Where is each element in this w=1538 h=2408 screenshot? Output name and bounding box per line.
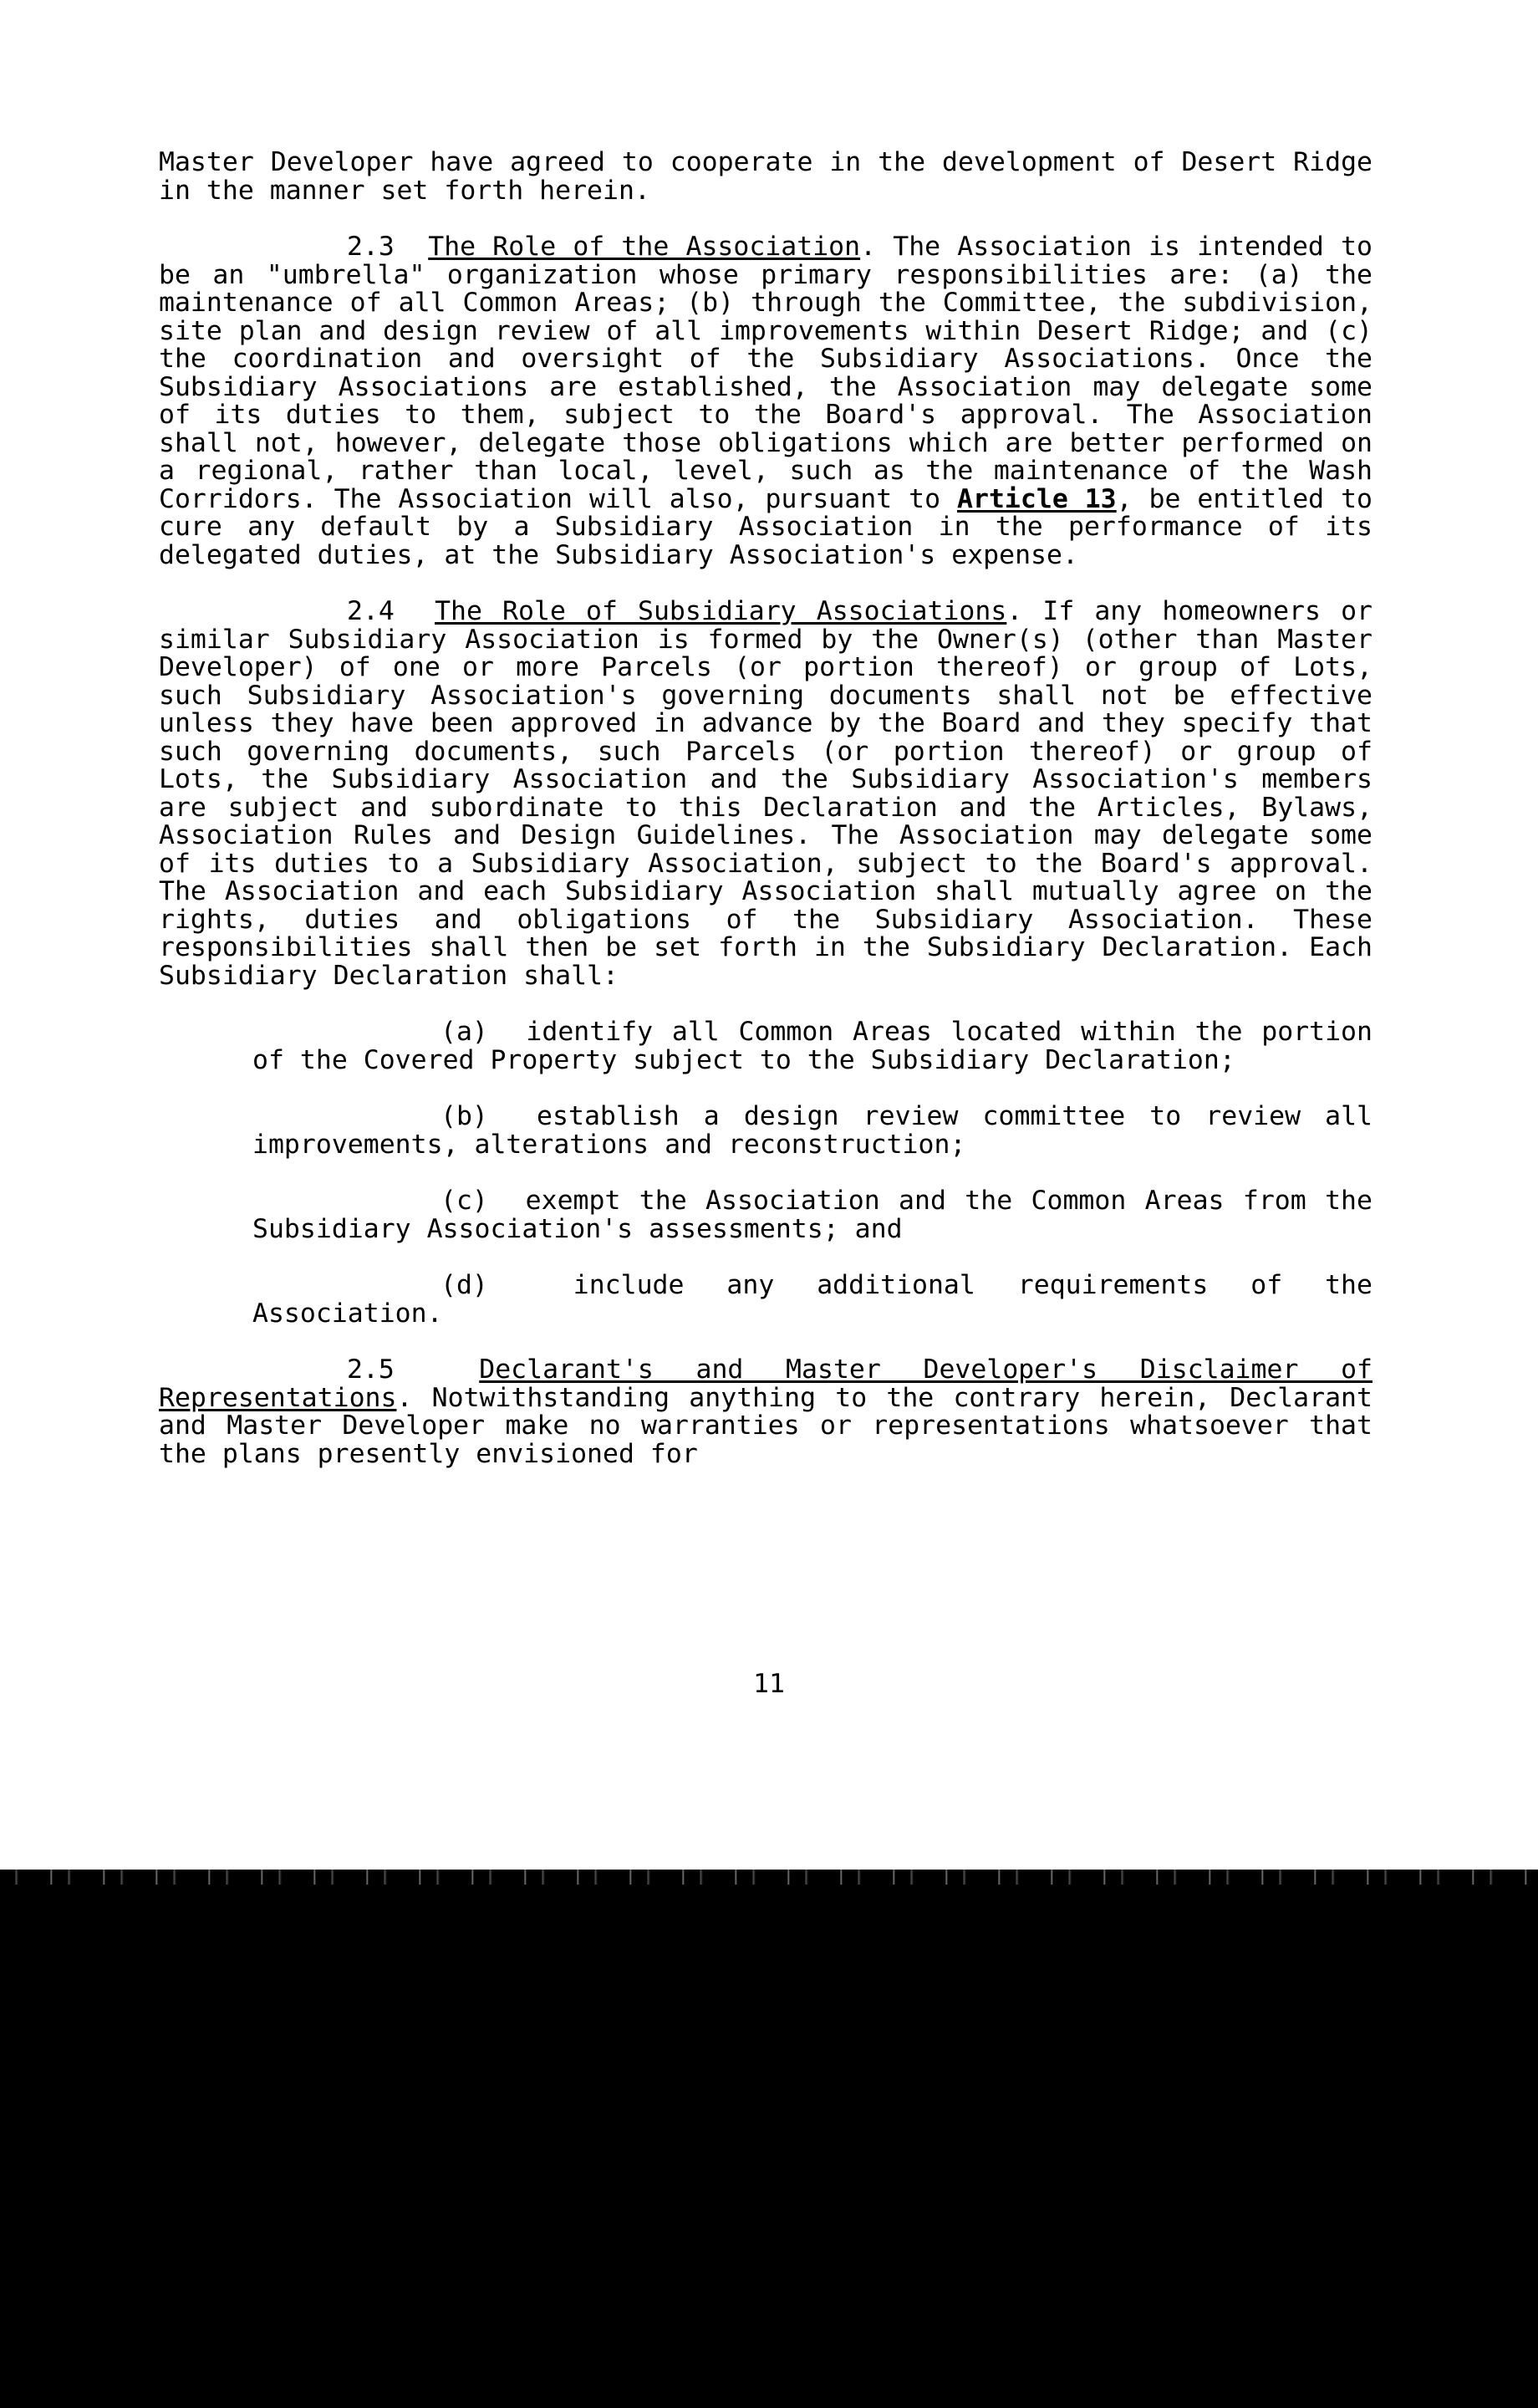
section-body: . If any homeowners or similar Subsidiary Association is formed by the Owner(s) (other than Master Developer) of one or more Parcels (or portion thereof) or group of Lots, such Subsidiary Association's governing documents shall not be effective unless they have been approved in advance by the Board and they specify that such governing documents, such Parcels (or portion thereof) or group of Lots, the Subsidiary Association and the Subsidiary Association's members are subject and subordinate to this Declaration and the Articles, Bylaws, Association Rules and Design Guidelines. The Association may delegate some of its duties to a Subsidiary Association, subject to the Board's approval. The Association and each Subsidiary Association shall mutually agree on the rights, duties and obligations of the Subsidiary Association. These responsibilities shall then be set forth in the Subsidiary Declaration. Each Subsidiary Declaration shall: xyxy=(159,596,1372,991)
page-number: 11 xyxy=(753,1669,785,1699)
section-number: 2.4 xyxy=(347,596,395,626)
list-item xyxy=(252,1187,1372,1243)
intro-paragraph: Master Developer have agreed to cooperate in the development of Desert Ridge in the manner set forth herein. xyxy=(159,147,1372,206)
item-text: include any additional requirements of the Association. xyxy=(252,1270,1372,1329)
item-label: (b) xyxy=(441,1101,488,1131)
section-body: . The Association is intended to be an "umbrella" organization whose primary responsibilities are: (a) the maintenance of all Common Areas; (b) through the Committee, the subdivision, site plan and design review of all improvements within Desert Ridge; and (c) the coordination and oversight of the Subsidiary Associations. Once the Subsidiary Associations are established, the Association may delegate some of its duties to them, subject to the Board's approval. The Association shall not, however, delegate those obligations which are better performed on a regional, rather than local, level, such as the maintenance of the Wash Corridors. The Association will also, pursuant to xyxy=(159,232,1372,514)
document-page xyxy=(159,149,1372,1468)
section-body-continued: , be entitled to cure any default by a Subsidiary Association in the performance of its delegated duties, at the Subsidiary Association's expense. xyxy=(159,483,1373,570)
section-2-3 xyxy=(159,233,1372,569)
section-2-5 xyxy=(159,1356,1372,1468)
list-item xyxy=(252,1103,1372,1159)
item-text: exempt the Association and the Common Areas from the Subsidiary Association's assessments; and xyxy=(252,1186,1372,1244)
article-reference: Article 13 xyxy=(957,483,1117,514)
list-item xyxy=(252,1018,1372,1074)
section-2-4 xyxy=(159,598,1372,990)
section-heading: The Role of Subsidiary Associations xyxy=(435,596,1007,626)
scan-edge-noise xyxy=(0,1870,1538,1885)
list-item xyxy=(252,1272,1372,1328)
item-text: establish a design review committee to review all improvements, alterations and reconstruction; xyxy=(252,1101,1373,1160)
item-label: (d) xyxy=(441,1270,488,1300)
section-heading: Declarant's and Master Developer's Disclaimer of Representations xyxy=(159,1354,1372,1413)
item-text: identify all Common Areas located within the portion of the Covered Property subject to the Subsidiary Declaration; xyxy=(252,1017,1372,1075)
section-number: 2.5 xyxy=(347,1354,395,1385)
section-number: 2.3 xyxy=(347,232,395,262)
item-label: (a) xyxy=(441,1017,488,1047)
section-body: . Notwithstanding anything to the contrary herein, Declarant and Master Developer make no warranties or representations whatsoever that the plans presently envisioned for xyxy=(159,1382,1372,1469)
section-heading: The Role of the Association xyxy=(428,232,861,262)
item-label: (c) xyxy=(441,1186,488,1216)
scan-black-band xyxy=(0,1870,1538,2408)
